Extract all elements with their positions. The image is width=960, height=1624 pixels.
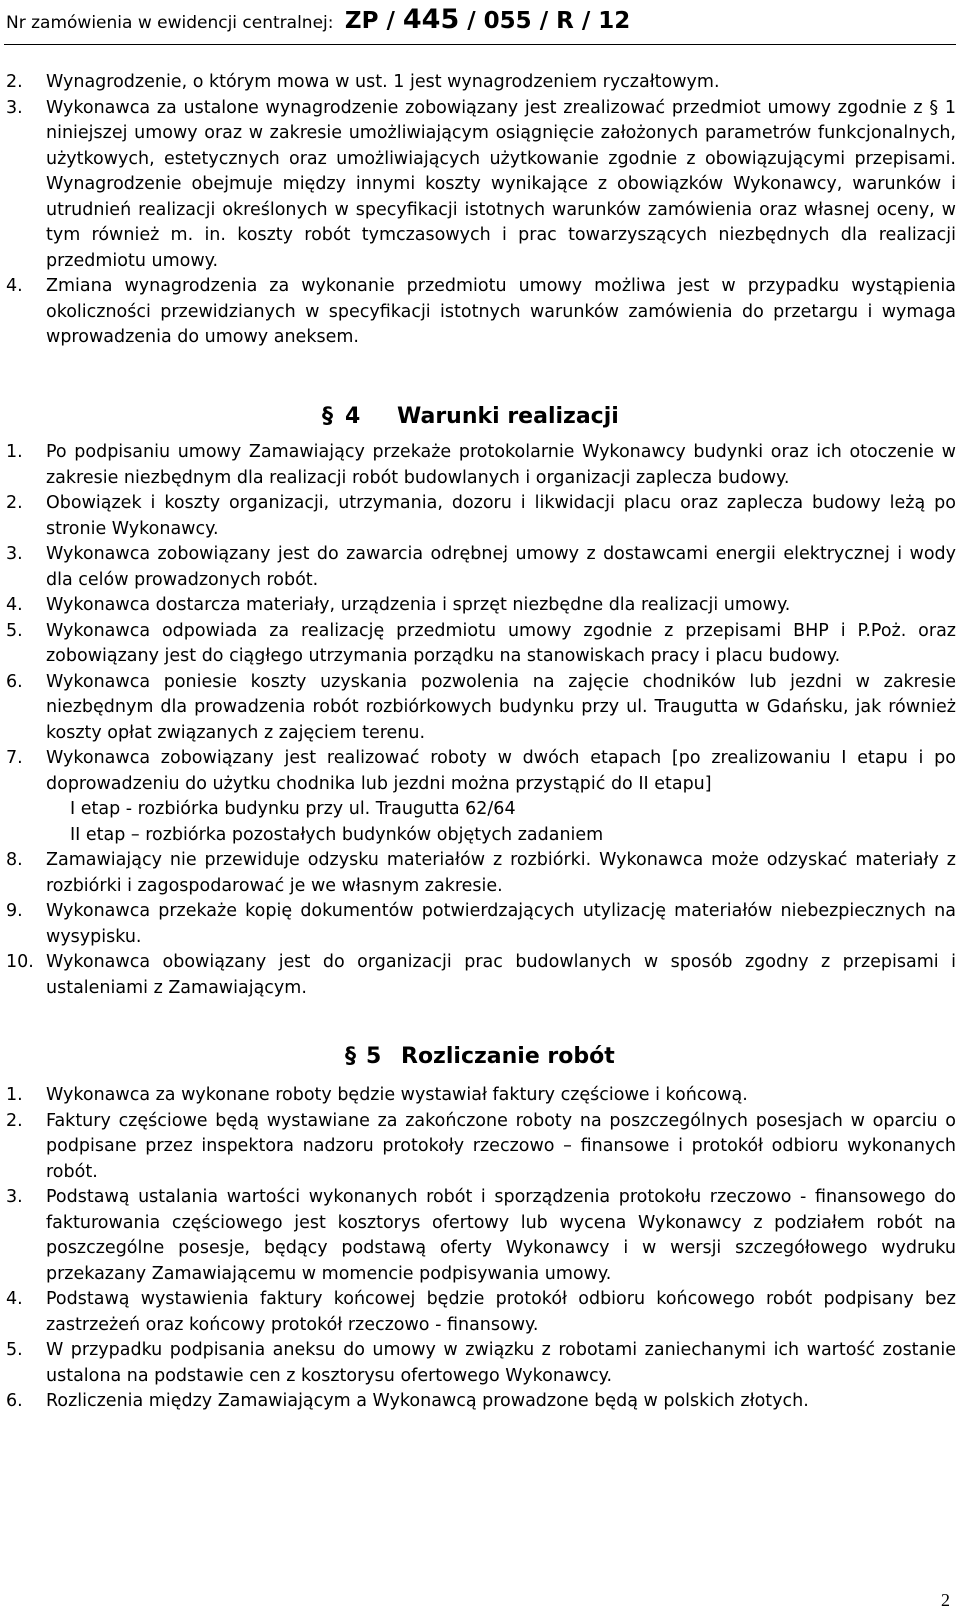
list-item-number: 6. — [6, 671, 23, 692]
list-item-number: 4. — [6, 1289, 23, 1309]
list-item-number: 5. — [6, 620, 23, 641]
list-item-number: 3. — [6, 97, 23, 118]
section-4-heading — [0, 404, 960, 438]
section-number: 5 — [366, 1044, 382, 1069]
order-number-suffix: / 055 / R / 12 — [467, 8, 631, 34]
list-item-text: Wykonawca zobowiązany jest realizować roboty w dwóch etapach [po zrealizowaniu I etapu i po doprowadzeniu do użytku chodnika lub jezdni można przystąpić do II etapu] — [46, 748, 956, 794]
list-item-number: 2. — [6, 493, 23, 513]
list-item-text: Wykonawca zobowiązany jest do zawarcia odrębnej umowy z dostawcami energii elektrycznej i wody dla celów prowadzonych robót. — [46, 544, 956, 590]
list-item-number: 2. — [6, 1110, 23, 1131]
list-item-text: Wykonawca odpowiada za realizację przedmiotu umowy zgodnie z przepisami BHP i P.Poż. oraz zobowiązany jest do ciągłego utrzymania porządku na stanowiskach pracy i placu budowy. — [46, 620, 956, 666]
order-number-label: Nr zamówienia w ewidencji centralnej: — [6, 13, 334, 33]
list-item-number: 3. — [6, 544, 23, 564]
list-item — [6, 96, 956, 275]
list-item — [6, 1287, 956, 1338]
list-item — [6, 899, 956, 950]
section-title: Rozliczanie robót — [401, 1044, 615, 1069]
list-item — [6, 1109, 956, 1186]
list-item — [6, 848, 956, 899]
stage-line: II etap – rozbiórka pozostałych budynków objętych zadaniem — [70, 824, 604, 845]
list-item-number: 4. — [6, 276, 23, 296]
section-5-list — [6, 1083, 956, 1415]
list-item-number: 9. — [6, 901, 23, 921]
list-item-number: 7. — [6, 748, 23, 768]
order-number — [344, 4, 631, 35]
list-item — [6, 1185, 956, 1287]
list-item-text: Podstawą wystawienia faktury końcowej będzie protokół odbioru końcowego robót podpisany bez zastrzeżeń oraz końcowy protokół rzeczowo - finansowy. — [46, 1289, 956, 1335]
list-item-number: 2. — [6, 72, 23, 92]
list-item-text: Po podpisaniu umowy Zamawiający przekaże protokolarnie Wykonawcy budynki oraz ich otoczenie w zakresie niezbędnym dla realizacji robót budowlanych i organizacji zaplecza budowy. — [46, 442, 956, 488]
list-item — [6, 274, 956, 351]
list-item-number: 1. — [6, 1085, 23, 1105]
list-item — [6, 746, 956, 797]
list-item — [6, 1083, 956, 1109]
list-item-text: Zamawiający nie przewiduje odzysku materiałów z rozbiórki. Wykonawca może odzyskać materiały z rozbiórki i zagospodarować je we własnym zakresie. — [46, 850, 956, 896]
section-4-list — [6, 440, 956, 1001]
page-number: 2 — [941, 1590, 950, 1610]
section-5-heading — [0, 1044, 960, 1078]
list-item-text: Podstawą ustalania wartości wykonanych robót i sporządzenia protokołu rzeczowo - finansowego do fakturowania częściowego jest kosztorys ofertowy lub wycena Wykonawcy z podziałem robót na poszczególne posesje, będący podstawą oferty Wykonawcy i w wersji szczegółowego wydruku przekazany Zamawiającemu w momencie podpisywania umowy. — [46, 1187, 956, 1284]
list-item-text: Rozliczenia między Zamawiającym a Wykonawcą prowadzone będą w polskich złotych. — [46, 1391, 809, 1411]
list-item-text: Zmiana wynagrodzenia za wykonanie przedmiotu umowy możliwa jest w przypadku wystąpienia okoliczności przewidzianych w specyfikacji istotnych warunków zamówienia do przetargu i wymaga wprowadzenia do umowy aneksem. — [46, 276, 956, 347]
list-item — [6, 440, 956, 491]
list-item-number: 8. — [6, 850, 23, 870]
list-item — [6, 1338, 956, 1389]
list-item — [6, 491, 956, 542]
list-item — [6, 542, 956, 593]
section-number: 4 — [345, 404, 361, 429]
order-number-zp: ZP / — [344, 8, 395, 34]
section-symbol: § — [322, 404, 333, 429]
list-item-text: Wykonawca przekaże kopię dokumentów potwierdzających utylizację materiałów niebezpiecznych na wysypisku. — [46, 901, 956, 947]
list-item-text: Wykonawca obowiązany jest do organizacji prac budowlanych w sposób zgodny z przepisami i ustaleniami z Zamawiającym. — [46, 952, 956, 998]
list-item-number: 10. — [6, 952, 34, 972]
list-item-number: 4. — [6, 595, 23, 615]
list-item-text: Wykonawca za wykonane roboty będzie wystawiał faktury częściowe i końcową. — [46, 1085, 748, 1105]
order-number-main: 445 — [402, 4, 460, 35]
list-item-text: Wykonawca poniesie koszty uzyskania pozwolenia na zajęcie chodników lub jezdni w zakresie niezbędnym dla prowadzenia robót rozbiórkowych budynku przy ul. Traugutta w Gdańsku, jak również koszty opłat związanych z zajęciem terenu. — [46, 671, 956, 743]
list-item-text: Obowiązek i koszty organizacji, utrzymania, dozoru i likwidacji placu oraz zaplecza budowy leżą po stronie Wykonawcy. — [46, 493, 956, 539]
remuneration-list — [6, 70, 956, 351]
header-divider — [4, 44, 956, 45]
list-item-number: 3. — [6, 1187, 23, 1207]
list-item — [6, 619, 956, 670]
list-item — [6, 593, 956, 619]
list-item-text: Wynagrodzenie, o którym mowa w ust. 1 jest wynagrodzeniem ryczałtowym. — [46, 72, 720, 92]
list-item-number: 5. — [6, 1340, 23, 1360]
list-item-number: 6. — [6, 1391, 23, 1411]
section-title: Warunki realizacji — [397, 404, 619, 429]
list-item — [6, 70, 956, 96]
list-item — [6, 950, 956, 1001]
section-symbol: § — [345, 1044, 356, 1069]
list-item-text: Wykonawca za ustalone wynagrodzenie zobowiązany jest zrealizować przedmiot umowy zgodnie z § 1 niniejszej umowy oraz w zakresie umożliwiającym osiągnięcie założonych parametrów funkcjonalnych, użytkowych, estetycznych oraz umożliwiających użytkowanie zgodnie z obowiązującymi przepisami. Wynagrodzenie obejmuje między innymi koszty wynikające z obowiązków Wykonawcy, warunków i utrudnień realizacji określonych w specyfikacji istotnych warunków zamówienia oraz własnej oceny, w tym również m. in. koszty robót tymczasowych i prac towarzyszących niezbędnych dla realizacji przedmiotu umowy. — [46, 97, 956, 271]
list-item-text: Wykonawca dostarcza materiały, urządzenia i sprzęt niezbędne dla realizacji umowy. — [46, 595, 791, 615]
list-item-text: W przypadku podpisania aneksu do umowy w związku z robotami zaniechanymi ich wartość zostanie ustalona na podstawie cen z kosztorysu ofertowego Wykonawcy. — [46, 1340, 956, 1386]
stage-line: I etap - rozbiórka budynku przy ul. Traugutta 62/64 — [70, 799, 516, 819]
list-item — [6, 1389, 956, 1415]
list-item-number: 1. — [6, 442, 23, 462]
document-header — [6, 4, 630, 35]
list-item-text: Faktury częściowe będą wystawiane za zakończone roboty na poszczególnych posesjach w oparciu o podpisane przez inspektora nadzoru protokoły rzeczowo – finansowe i protokół odbioru wykonanych robót. — [46, 1110, 956, 1182]
list-item — [6, 670, 956, 747]
